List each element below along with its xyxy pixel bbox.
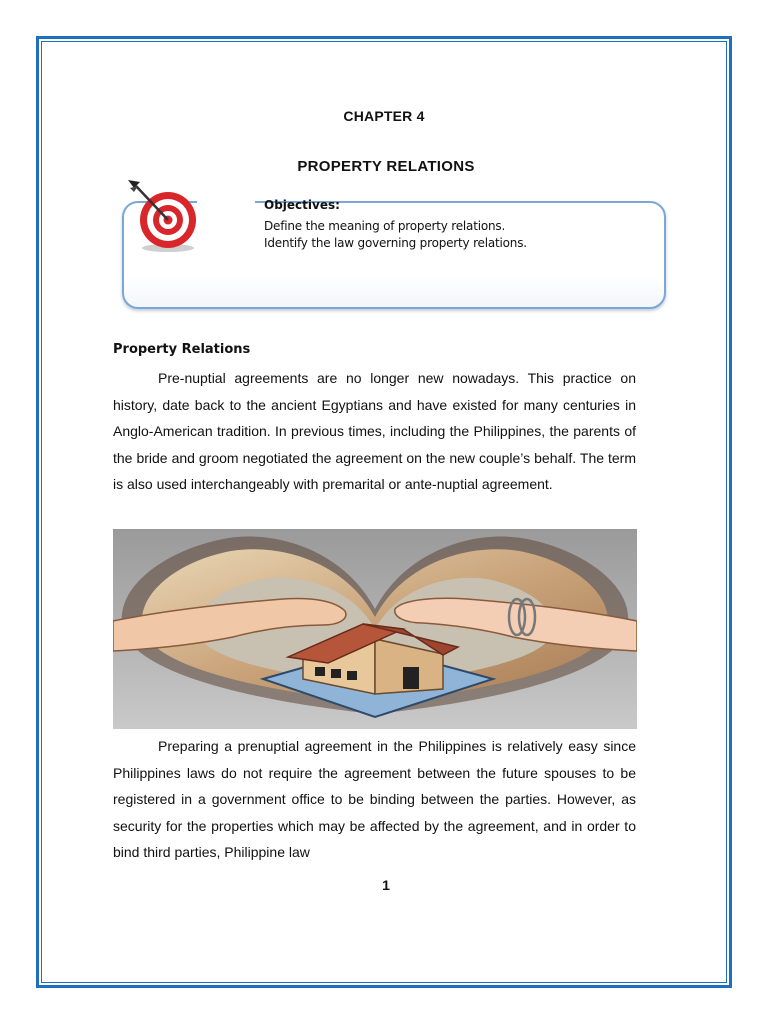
objective-item: Identify the law governing property relations. [264,236,527,250]
objectives-heading: Objectives: [264,198,340,212]
chapter-label: CHAPTER 4 [343,108,425,124]
section-heading: Property Relations [113,342,251,357]
objective-item: Define the meaning of property relations. [264,219,506,233]
objectives-box-gap [197,198,255,206]
page-number: 1 [382,877,390,893]
body-paragraph: Pre-nuptial agreements are no longer new nowadays. This practice on history, date back to the ancient Egyptians and have existed for many centuries in Anglo-American tradition. In previous times, including the Philippines, the parents of the bride and groom negotiated the agreement on the new couple’s behalf. The term is also used interchangeably with premarital or ante-nuptial agreement. [113,370,636,493]
body-paragraph: Preparing a prenuptial agreement in the Philippines is relatively easy since Philippines laws do not require the agreement between the future spouses to be registered in a government office to be binding between the parties. However, as security for the properties which may be affected by the agreement, and in order to bind third parties, Philippine law [113,738,636,861]
chapter-title: PROPERTY RELATIONS [297,158,475,175]
prenuptial-illustration [113,529,637,729]
target-icon [124,176,204,254]
